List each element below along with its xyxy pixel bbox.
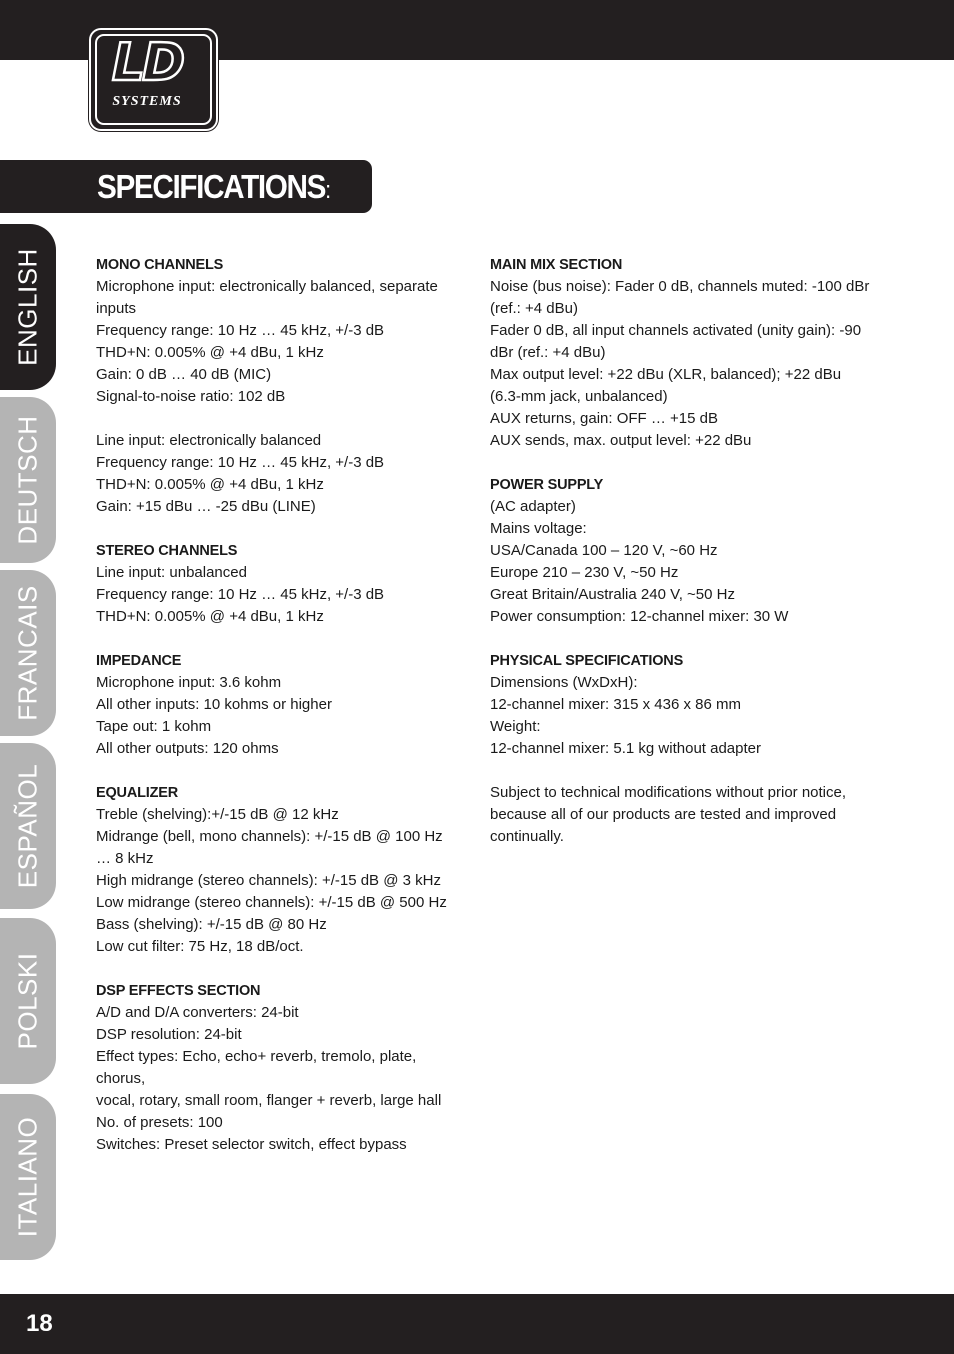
spec-line: Microphone input: 3.6 kohm xyxy=(96,674,282,691)
spec-line: 12-channel mixer: 5.1 kg without adapter xyxy=(490,740,761,757)
spec-section xyxy=(490,650,870,760)
spec-line: Tape out: 1 kohm xyxy=(96,718,212,735)
spec-line: Max output level: +22 dBu (XLR, balanced); +22 dBu xyxy=(490,366,842,383)
tab-francais[interactable] xyxy=(0,570,56,736)
spec-line: Gain: +15 dBu … -25 dBu (LINE) xyxy=(96,498,316,515)
spec-line: Frequency range: 10 Hz … 45 kHz, +/-3 dB xyxy=(96,322,385,339)
spec-line: (ref.: +4 dBu) xyxy=(490,300,578,317)
spec-line: Switches: Preset selector switch, effect bypass xyxy=(96,1136,407,1153)
tab-espanol[interactable] xyxy=(0,743,56,909)
spec-line: Frequency range: 10 Hz … 45 kHz, +/-3 dB xyxy=(96,454,385,471)
tab-english[interactable] xyxy=(0,224,56,390)
spec-line: … 8 kHz xyxy=(96,850,154,867)
ld-systems-logo xyxy=(89,28,218,131)
spec-line: Fader 0 dB, all input channels activated (unity gain): -90 xyxy=(490,322,862,339)
spec-section xyxy=(96,782,468,958)
spec-line: Midrange (bell, mono channels): +/-15 dB @ 100 Hz xyxy=(96,828,443,845)
spec-section xyxy=(490,254,870,452)
spec-section xyxy=(96,650,468,760)
spec-line: Europe 210 – 230 V, ~50 Hz xyxy=(490,564,679,581)
tab-espanol-label: ESPAÑOL xyxy=(12,763,43,889)
spec-section-title: PHYSICAL SPECIFICATIONS xyxy=(490,653,684,669)
spec-line: All other outputs: 120 ohms xyxy=(96,740,279,757)
spec-section xyxy=(96,254,468,408)
spec-line: USA/Canada 100 – 120 V, ~60 Hz xyxy=(490,542,718,559)
spec-line: Great Britain/Australia 240 V, ~50 Hz xyxy=(490,586,735,603)
spec-line: Noise (bus noise): Fader 0 dB, channels muted: -100 dBr xyxy=(490,278,870,295)
tab-deutsch-label: DEUTSCH xyxy=(12,415,43,545)
spec-line: Mains voltage: xyxy=(490,520,587,537)
page-title-colon: : xyxy=(325,177,332,204)
spec-section-title: EQUALIZER xyxy=(96,785,178,801)
logo-subtitle: SYSTEMS xyxy=(112,94,182,109)
spec-section-title: MAIN MIX SECTION xyxy=(490,257,623,273)
page-title xyxy=(97,165,331,213)
spec-line: Weight: xyxy=(490,718,541,735)
spec-line: vocal, rotary, small room, flanger + reverb, large hall xyxy=(96,1092,442,1109)
tab-italiano[interactable] xyxy=(0,1094,56,1260)
spec-line: High midrange (stereo channels): +/-15 dB @ 3 kHz xyxy=(96,872,441,889)
spec-line: AUX returns, gain: OFF … +15 dB xyxy=(490,410,719,427)
spec-line: THD+N: 0.005% @ +4 dBu, 1 kHz xyxy=(96,476,324,493)
tab-francais-label: FRANCAIS xyxy=(12,585,43,721)
spec-line: Subject to technical modifications without prior notice, xyxy=(490,784,847,801)
spec-line: AUX sends, max. output level: +22 dBu xyxy=(490,432,752,449)
tab-deutsch[interactable] xyxy=(0,397,56,563)
spec-line: 12-channel mixer: 315 x 436 x 86 mm xyxy=(490,696,741,713)
spec-line: (6.3-mm jack, unbalanced) xyxy=(490,388,668,405)
spec-section-title: IMPEDANCE xyxy=(96,653,182,669)
page-title-text: SPECIFICATIONS xyxy=(97,168,326,205)
spec-line: Line input: electronically balanced xyxy=(96,432,322,449)
spec-line: Frequency range: 10 Hz … 45 kHz, +/-3 dB xyxy=(96,586,385,603)
spec-section-title: DSP EFFECTS SECTION xyxy=(96,983,261,999)
spec-line: Treble (shelving):+/-15 dB @ 12 kHz xyxy=(96,806,339,823)
spec-line: Dimensions (WxDxH): xyxy=(490,674,638,691)
spec-line: Power consumption: 12-channel mixer: 30 W xyxy=(490,608,789,625)
spec-line: Signal-to-noise ratio: 102 dB xyxy=(96,388,286,405)
spec-section xyxy=(490,782,870,848)
spec-section xyxy=(96,540,468,628)
spec-section-title: STEREO CHANNELS xyxy=(96,543,238,559)
spec-line: Gain: 0 dB … 40 dB (MIC) xyxy=(96,366,272,383)
spec-line: continually. xyxy=(490,828,564,845)
page-number: 18 xyxy=(26,1310,53,1337)
spec-line: because all of our products are tested and improved xyxy=(490,806,837,823)
tab-english-label: ENGLISH xyxy=(12,248,43,366)
spec-line: THD+N: 0.005% @ +4 dBu, 1 kHz xyxy=(96,608,324,625)
spec-line: All other inputs: 10 kohms or higher xyxy=(96,696,332,713)
spec-line: No. of presets: 100 xyxy=(96,1114,223,1131)
spec-line: A/D and D/A converters: 24-bit xyxy=(96,1004,299,1021)
spec-section xyxy=(490,474,870,628)
spec-line: DSP resolution: 24-bit xyxy=(96,1026,242,1043)
tab-polski[interactable] xyxy=(0,918,56,1084)
spec-section-title: MONO CHANNELS xyxy=(96,257,224,273)
spec-line: THD+N: 0.005% @ +4 dBu, 1 kHz xyxy=(96,344,324,361)
spec-line: dBr (ref.: +4 dBu) xyxy=(490,344,606,361)
specs-left-column xyxy=(96,254,468,1178)
tab-italiano-label: ITALIANO xyxy=(12,1116,43,1238)
spec-line: Line input: unbalanced xyxy=(96,564,247,581)
spec-line: (AC adapter) xyxy=(490,498,576,515)
bottom-bar xyxy=(0,1294,954,1354)
spec-section xyxy=(96,980,468,1156)
spec-line: inputs xyxy=(96,300,137,317)
spec-line: Low midrange (stereo channels): +/-15 dB @ 500 Hz xyxy=(96,894,447,911)
spec-line: Effect types: Echo, echo+ reverb, tremolo, plate, chorus, xyxy=(96,1048,417,1087)
spec-line: Microphone input: electronically balanced, separate xyxy=(96,278,438,295)
tab-polski-label: POLSKI xyxy=(12,952,43,1050)
logo-mark: LD xyxy=(111,33,183,93)
spec-section-title: POWER SUPPLY xyxy=(490,477,604,493)
spec-section xyxy=(96,430,468,518)
spec-line: Low cut filter: 75 Hz, 18 dB/oct. xyxy=(96,938,304,955)
spec-line: Bass (shelving): +/-15 dB @ 80 Hz xyxy=(96,916,327,933)
specs-right-column xyxy=(490,254,870,870)
